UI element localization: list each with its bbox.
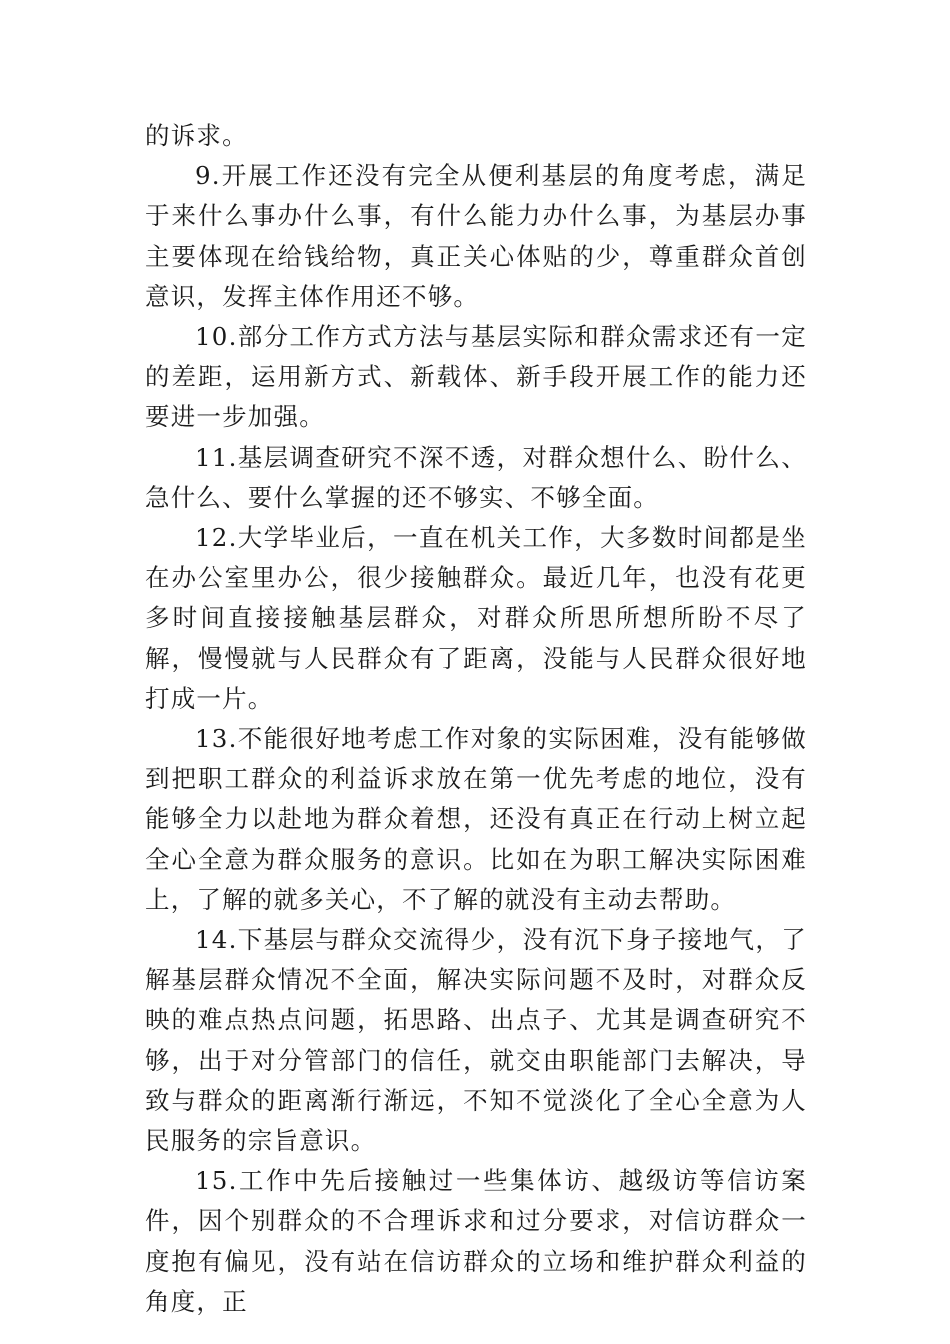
paragraph-item-15: 15.工作中先后接触过一些集体访、越级访等信访案件，因个别群众的不合理诉求和过分要求，对信访群众一度抱有偏见，没有站在信访群众的立场和维护群众利益的角度，正 [145, 1166, 807, 1316]
paragraph-item-14: 14.下基层与群众交流得少，没有沉下身子接地气，了解基层群众情况不全面，解决实际问题不及时，对群众反映的难点热点问题，拓思路、出点子、尤其是调查研究不够，出于对分管部门的信任，就交由职能部门去解决，导致与群众的距离渐行渐远，不知不觉淡化了全心全意为人民服务的宗旨意识。 [145, 925, 807, 1156]
document-body [145, 116, 807, 1322]
paragraph-item-13: 13.不能很好地考虑工作对象的实际困难，没有能够做到把职工群众的利益诉求放在第一优先考虑的地位，没有能够全力以赴地为群众着想，还没有真正在行动上树立起全心全意为群众服务的意识。比如在为职工解决实际困难上，了解的就多关心，不了解的就没有主动去帮助。 [145, 724, 807, 914]
paragraph-item-12: 12.大学毕业后，一直在机关工作，大多数时间都是坐在办公室里办公，很少接触群众。最近几年，也没有花更多时间直接接触基层群众，对群众所思所想所盼不尽了解，慢慢就与人民群众有了距离，没能与人民群众很好地打成一片。 [145, 523, 807, 713]
paragraph-item-11: 11.基层调查研究不深不透，对群众想什么、盼什么、急什么、要什么掌握的还不够实、不够全面。 [145, 442, 807, 512]
paragraph-continuation: 的诉求。 [145, 121, 248, 150]
paragraph-item-10: 10.部分工作方式方法与基层实际和群众需求还有一定的差距，运用新方式、新载体、新手段开展工作的能力还要进一步加强。 [145, 322, 807, 432]
paragraph-item-9: 9.开展工作还没有完全从便利基层的角度考虑，满足于来什么事办什么事，有什么能力办什么事，为基层办事主要体现在给钱给物，真正关心体贴的少，尊重群众首创意识，发挥主体作用还不够。 [145, 161, 807, 311]
